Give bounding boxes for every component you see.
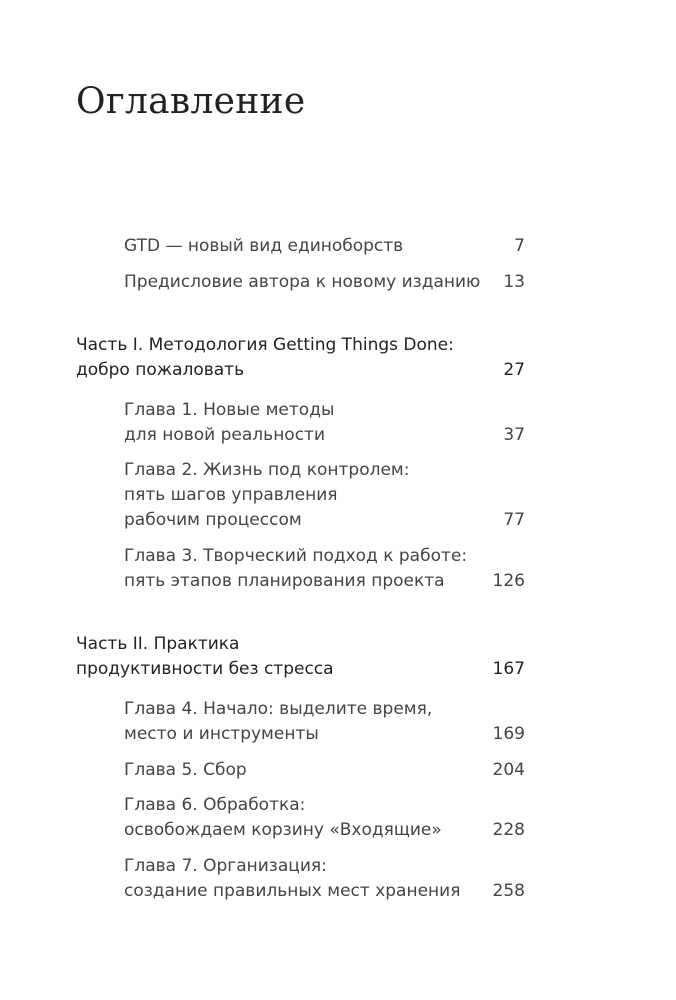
toc-entry-line: Глава 3. Творческий подход к работе: <box>124 546 468 566</box>
toc-entry-chapter-7[interactable] <box>124 854 525 904</box>
toc-entry-line: Часть II. Практика <box>76 634 240 654</box>
toc-entry-chapter-3[interactable] <box>124 544 525 594</box>
toc-entry-author-preface[interactable] <box>124 270 525 295</box>
toc-entry-line: пять шагов управления <box>124 485 338 505</box>
toc-entry-line: Часть I. Методология Getting Things Done: <box>76 335 454 355</box>
toc-entry-text <box>124 854 525 904</box>
toc-entry-text <box>124 398 525 448</box>
toc-entry-text <box>124 270 525 295</box>
toc-entry-line: Глава 7. Организация: <box>124 856 327 876</box>
toc-page-number: 7 <box>514 236 525 256</box>
toc-entry-chapter-6[interactable] <box>124 793 525 843</box>
toc-entry-text <box>124 758 525 783</box>
toc-page-number: 13 <box>503 272 525 292</box>
toc-page-number: 169 <box>492 724 525 744</box>
toc-entry-text <box>124 544 525 594</box>
toc-entry-line: пять этапов планирования проекта <box>124 571 445 591</box>
toc-page-number: 204 <box>492 760 525 780</box>
toc-entry-line: Глава 2. Жизнь под контролем: <box>124 460 410 480</box>
toc-entry-line: освобождаем корзину «Входящие» <box>124 820 442 840</box>
toc-entry-text <box>76 632 525 682</box>
toc-entry-chapter-4[interactable] <box>124 697 525 747</box>
toc-entry-line: для новой реальности <box>124 425 326 445</box>
toc-entry-part-2[interactable] <box>76 632 525 682</box>
toc-page-number: 126 <box>492 571 525 591</box>
toc-entry-line: Предисловие автора к новому изданию <box>124 272 481 292</box>
toc-entry-chapter-2[interactable] <box>124 458 525 533</box>
toc-entry-part-1[interactable] <box>76 333 525 383</box>
toc-page-number: 37 <box>503 425 525 445</box>
toc-entry-line: Глава 4. Начало: выделите время, <box>124 699 433 719</box>
toc-entry-line: Глава 6. Обработка: <box>124 795 306 815</box>
toc-entry-line: добро пожаловать <box>76 360 245 380</box>
toc-page-number: 228 <box>492 820 525 840</box>
toc-page-number: 258 <box>492 881 525 901</box>
toc-page-number: 77 <box>503 510 525 530</box>
toc-page-number: 27 <box>503 360 525 380</box>
toc-entry-text <box>124 234 525 259</box>
toc-entry-line: продуктивности без стресса <box>76 659 334 679</box>
toc-entry-line: GTD — новый вид единоборств <box>124 236 404 256</box>
toc-entry-chapter-5[interactable] <box>124 758 525 783</box>
toc-entry-text <box>124 697 525 747</box>
toc-entry-line: место и инструменты <box>124 724 319 744</box>
toc-entry-line: создание правильных мест хранения <box>124 881 461 901</box>
toc-entry-line: Глава 5. Сбор <box>124 760 247 780</box>
toc-entry-text <box>124 793 525 843</box>
page-title: Оглавление <box>76 81 306 122</box>
toc-page-number: 167 <box>492 659 525 679</box>
toc-entry-line: рабочим процессом <box>124 510 302 530</box>
toc-entry-text <box>76 333 525 383</box>
toc-entry-foreword-gtd[interactable] <box>124 234 525 259</box>
toc-entry-text <box>124 458 525 533</box>
toc-entry-chapter-1[interactable] <box>124 398 525 448</box>
toc-entry-line: Глава 1. Новые методы <box>124 400 335 420</box>
